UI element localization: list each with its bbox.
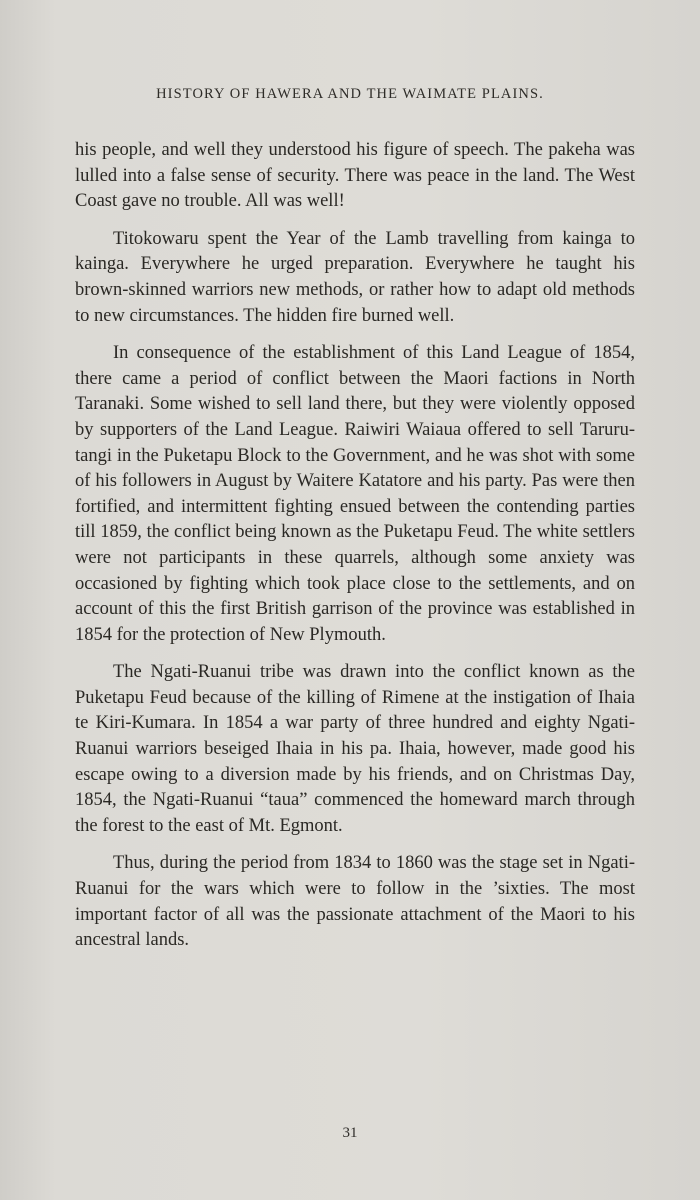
- paragraph-conclusion: Thus, during the period from 1834 to 1860 was the stage set in Ngati-Ruanui for the wars which were to follow in the ’sixties. The most important factor of all was the passionate attachment of the Maori to his ancestral lands.: [75, 853, 635, 951]
- page-number: 31: [342, 1125, 358, 1141]
- paragraph-continuation: his people, and well they understood his figure of speech. The pakeha was lulled into a false sense of security. There was peace in the land. The West Coast gave no trouble. All was well!: [75, 140, 635, 212]
- paragraph-titokowaru: Titokowaru spent the Year of the Lamb travelling from kainga to kainga. Everywhere he urged preparation. Everywhere he taught his brown-skinned warriors new methods, or rather how to adapt old methods to new circumstances. The hidden fire burned well.: [75, 228, 635, 326]
- paragraph-ngati-ruanui: The Ngati-Ruanui tribe was drawn into the conflict known as the Puketapu Feud because of the killing of Rimene at the instigation of Ihaia te Kiri-Kumara. In 1854 a war party of three hundred and eighty Ngati-Ruanui warriors beseiged Ihaia in his pa. Ihaia, however, made good his escape owing to a diversion made by his friends, and on Christmas Day, 1854, the Ngati-Ruanui “taua” commenced the homeward march through the forest to the east of Mt. Egmont.: [75, 662, 635, 836]
- body-text: [75, 138, 635, 966]
- running-header: HISTORY OF HAWERA AND THE WAIMATE PLAINS.: [156, 86, 544, 102]
- paragraph-land-league: In consequence of the establishment of this Land League of 1854, there came a period of conflict between the Maori factions in North Taranaki. Some wished to sell land there, but they were violently opposed by supporters of the Land League. Raiwiri Waiaua offered to sell Taruru-tangi in the Puketapu Block to the Government, and he was shot with some of his followers in August by Waitere Katatore and his party. Pas were then fortified, and intermittent fighting ensued between the contending parties till 1859, the conflict being known as the Puketapu Feud. The white settlers were not participants in these quarrels, although some anxiety was occasioned by fighting which took place close to the settlements, and on account of this the first British garrison of the province was established in 1854 for the protection of New Plymouth.: [75, 343, 635, 645]
